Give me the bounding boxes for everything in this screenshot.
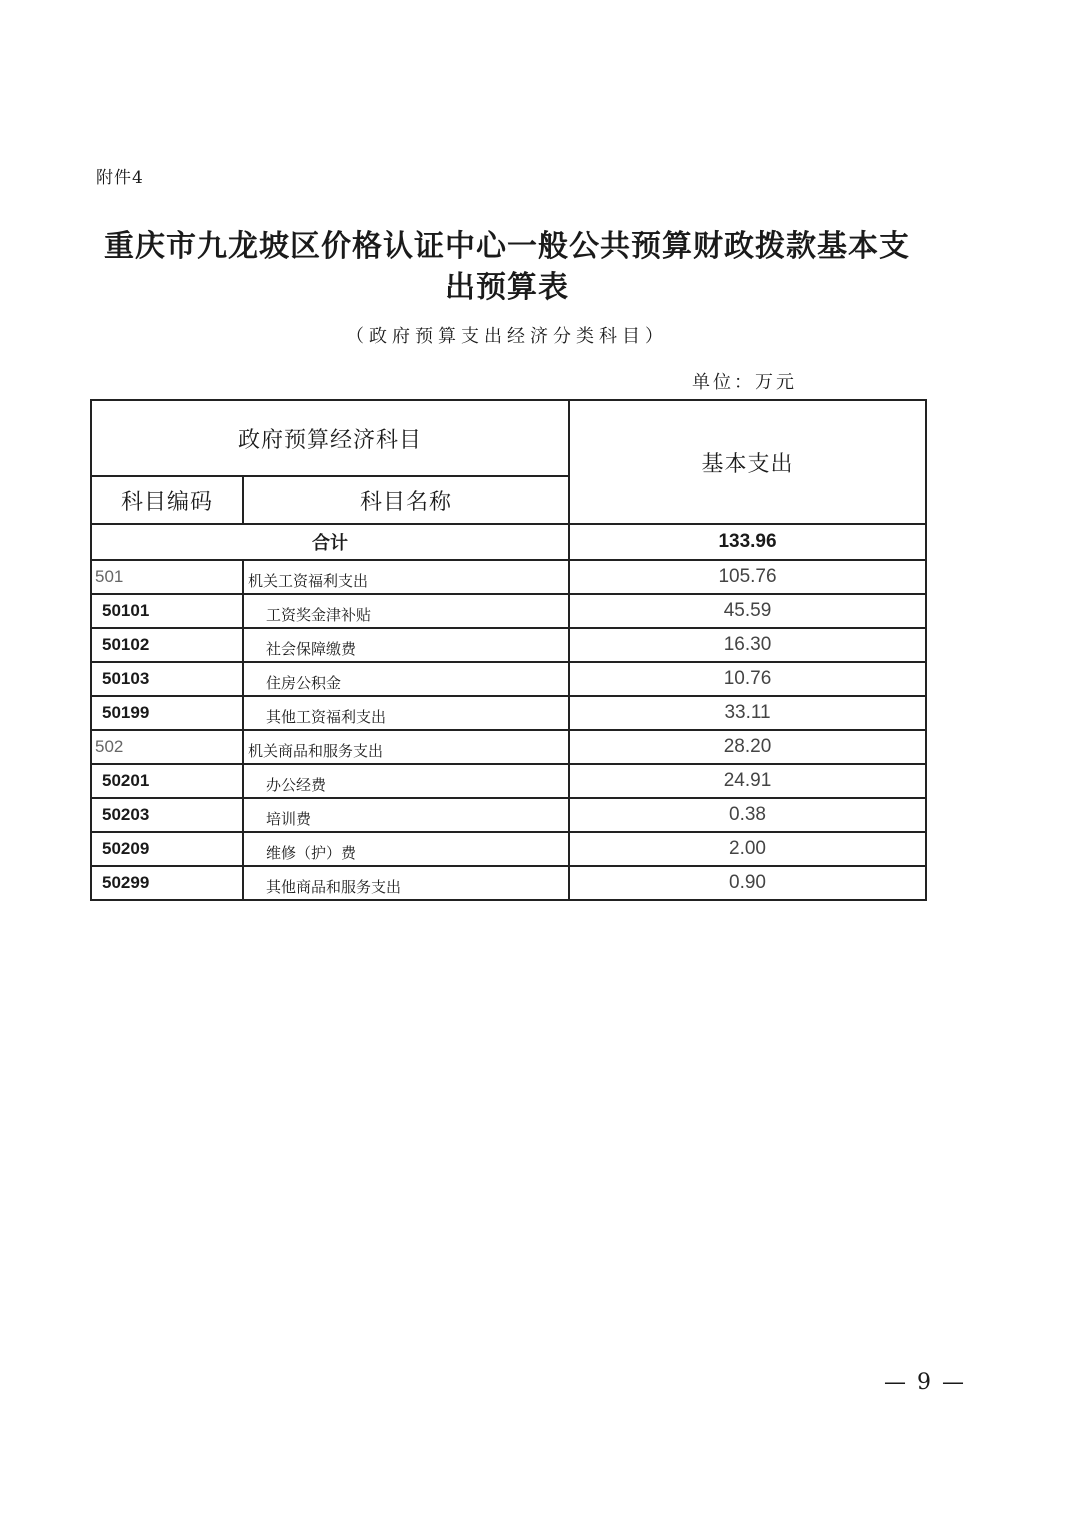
row-code: 50102 bbox=[91, 628, 243, 662]
attachment-label: 附件4 bbox=[96, 168, 144, 188]
table-row bbox=[91, 832, 926, 866]
header-code-cell: 科目编码 bbox=[91, 476, 243, 524]
document-subtitle: （政府预算支出经济分类科目） bbox=[346, 326, 668, 347]
row-value: 16.30 bbox=[569, 628, 926, 662]
row-name: 工资奖金津补贴 bbox=[243, 594, 569, 628]
row-name: 培训费 bbox=[243, 798, 569, 832]
table-row bbox=[91, 764, 926, 798]
row-value: 105.76 bbox=[569, 560, 926, 594]
total-label: 合计 bbox=[91, 524, 569, 560]
table-row bbox=[91, 594, 926, 628]
row-name: 其他商品和服务支出 bbox=[243, 866, 569, 900]
title-line-2: 出预算表 bbox=[445, 270, 569, 305]
unit-label: 单位：万元 bbox=[692, 372, 797, 393]
table-row bbox=[91, 696, 926, 730]
row-code: 50203 bbox=[91, 798, 243, 832]
page-number: — 9 — bbox=[884, 1370, 966, 1395]
row-code: 50101 bbox=[91, 594, 243, 628]
table-row bbox=[91, 866, 926, 900]
row-code: 50209 bbox=[91, 832, 243, 866]
budget-table bbox=[90, 399, 927, 901]
title-line-1: 重庆市九龙坡区价格认证中心一般公共预算财政拨款基本支 bbox=[104, 229, 910, 264]
row-name: 办公经费 bbox=[243, 764, 569, 798]
header-value-cell: 基本支出 bbox=[569, 400, 926, 524]
document-title bbox=[90, 226, 924, 308]
row-code: 502 bbox=[91, 730, 243, 764]
row-code: 50199 bbox=[91, 696, 243, 730]
row-code: 50103 bbox=[91, 662, 243, 696]
header-name-cell: 科目名称 bbox=[243, 476, 569, 524]
table-row bbox=[91, 662, 926, 696]
table-row bbox=[91, 560, 926, 594]
row-code: 50299 bbox=[91, 866, 243, 900]
table-row bbox=[91, 730, 926, 764]
table-row bbox=[91, 628, 926, 662]
row-value: 2.00 bbox=[569, 832, 926, 866]
row-name: 其他工资福利支出 bbox=[243, 696, 569, 730]
row-value: 24.91 bbox=[569, 764, 926, 798]
row-value: 28.20 bbox=[569, 730, 926, 764]
header-group-cell: 政府预算经济科目 bbox=[91, 400, 569, 476]
row-code: 50201 bbox=[91, 764, 243, 798]
row-value: 10.76 bbox=[569, 662, 926, 696]
row-value: 45.59 bbox=[569, 594, 926, 628]
row-value: 0.90 bbox=[569, 866, 926, 900]
total-row bbox=[91, 524, 926, 560]
table-row bbox=[91, 798, 926, 832]
row-name: 机关工资福利支出 bbox=[243, 560, 569, 594]
row-name: 住房公积金 bbox=[243, 662, 569, 696]
total-value: 133.96 bbox=[569, 524, 926, 560]
row-value: 0.38 bbox=[569, 798, 926, 832]
table-header-row bbox=[91, 400, 926, 476]
row-value: 33.11 bbox=[569, 696, 926, 730]
row-name: 维修（护）费 bbox=[243, 832, 569, 866]
row-code: 501 bbox=[91, 560, 243, 594]
row-name: 机关商品和服务支出 bbox=[243, 730, 569, 764]
row-name: 社会保障缴费 bbox=[243, 628, 569, 662]
